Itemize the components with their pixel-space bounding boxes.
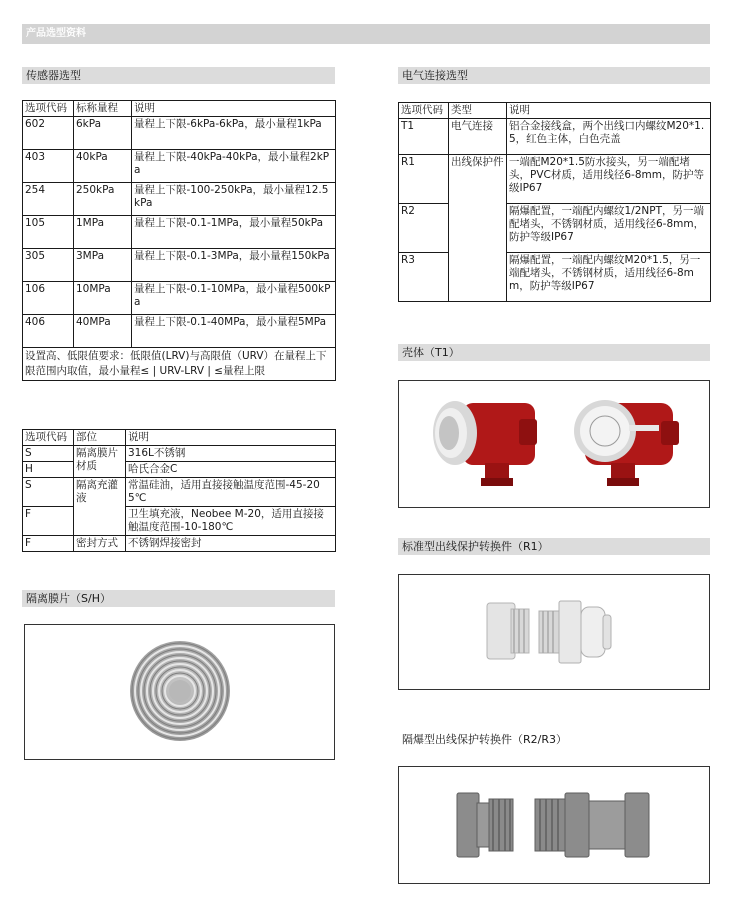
type-cell-connection: 电气连接 [449,119,507,155]
cable-gland-fitting [539,601,611,663]
option-code-cell: F [23,536,74,552]
option-code-cell: R2 [399,204,449,253]
r1-fittings-image [399,575,709,689]
range-setting-note: 设置高、低限值要求：低限值(LRV)与高限值（URV）在量程上下限范围内取值，最小量程≤ | URV-LRV | ≤量程上限 [23,348,336,381]
table-header-cell: 说明 [132,101,336,117]
explosion-proof-plug [457,793,513,857]
table-row [23,117,336,150]
housing-section-bar [398,344,710,361]
plug-fitting [487,603,529,659]
housing-image [399,381,709,507]
option-code-cell: 602 [23,117,74,150]
range-cell: 10MPa [74,282,132,315]
r1-section-bar [398,538,710,555]
description-cell: 量程上下限-6kPa-6kPa，最小量程1kPa [132,117,336,150]
table-row [23,446,336,462]
table-row [23,536,336,552]
description-cell: 量程上下限-100-250kPa，最小量程12.5kPa [132,183,336,216]
option-code-cell: R3 [399,253,449,302]
explosion-proof-gland [535,793,649,857]
table-header-cell: 说明 [126,430,336,446]
option-code-cell: 105 [23,216,74,249]
sensor-section-bar [22,67,335,84]
option-code-cell: 254 [23,183,74,216]
description-cell: 卫生填充液，Neobee M-20，适用直接接触温度范围-10-180℃ [126,507,336,536]
table-row [23,150,336,183]
range-cell: 3MPa [74,249,132,282]
r1-image-box [398,574,710,690]
option-code-cell: R1 [399,155,449,204]
table-row [399,119,711,155]
part-cell-fill-fluid: 隔离充灌液 [74,478,126,536]
option-code-cell: 403 [23,150,74,183]
description-cell: 隔爆配置，一端配内螺纹M20*1.5，另一端配堵头，不锈钢材质，适用线径6-8mm，防护等级IP67 [507,253,711,302]
option-code-cell: F [23,507,74,536]
diaphragm-image [25,625,334,759]
table-row [23,249,336,282]
table-row [399,253,711,302]
option-code-cell: T1 [399,119,449,155]
description-cell: 量程上下限-0.1-40MPa，最小量程5MPa [132,315,336,348]
option-code-cell: H [23,462,74,478]
sensor-section-title: 传感器选型 [26,69,81,82]
description-cell: 量程上下限-0.1-3MPa，最小量程150kPa [132,249,336,282]
diaphragm-image-box [24,624,335,760]
table-header-cell: 选项代码 [23,101,74,117]
housing-side-view [433,401,537,486]
table-header-cell: 类型 [449,103,507,119]
range-cell: 40kPa [74,150,132,183]
description-cell: 哈氏合金C [126,462,336,478]
housing-front-view [574,400,679,486]
table-header-row [23,430,336,446]
page-header-title: 产品选型资料 [26,28,86,39]
table-header-cell: 标称量程 [74,101,132,117]
page-header-bar [22,24,710,44]
r2r3-section-bar [398,731,710,748]
table-note-row [23,348,336,381]
electrical-section-bar [398,67,710,84]
electrical-section-title: 电气连接选型 [402,69,468,82]
table-row [399,204,711,253]
part-cell-seal: 密封方式 [74,536,126,552]
r2r3-fittings-image [399,767,709,883]
description-cell: 常温硅油，适用直接接触温度范围-45-205℃ [126,478,336,507]
table-row [23,507,336,536]
option-code-cell: 305 [23,249,74,282]
r2r3-section-title: 隔爆型出线保护转换件（R2/R3） [402,733,567,746]
description-cell: 铝合金接线盒，两个出线口内螺纹M20*1.5，红色主体，白色壳盖 [507,119,711,155]
table-header-cell: 说明 [507,103,711,119]
table-row [23,462,336,478]
table-row [23,315,336,348]
type-cell-protection: 出线保护件 [449,155,507,302]
option-code-cell: 106 [23,282,74,315]
table-header-cell: 选项代码 [23,430,74,446]
description-cell: 316L不锈钢 [126,446,336,462]
r2r3-image-box [398,766,710,884]
table-row [23,216,336,249]
housing-section-title: 壳体（T1） [402,346,460,359]
description-cell: 不锈钢焊接密封 [126,536,336,552]
table-header-row [399,103,711,119]
table-header-row [23,101,336,117]
diaphragm-section-bar [22,590,335,607]
electrical-table [398,102,711,302]
range-cell: 6kPa [74,117,132,150]
table-header-cell: 部位 [74,430,126,446]
table-row [23,183,336,216]
housing-image-box [398,380,710,508]
material-table [22,429,336,552]
sensor-table [22,100,336,381]
description-cell: 量程上下限-40kPa-40kPa，最小量程2kPa [132,150,336,183]
range-cell: 40MPa [74,315,132,348]
table-row [23,478,336,507]
option-code-cell: 406 [23,315,74,348]
description-cell: 量程上下限-0.1-1MPa，最小量程50kPa [132,216,336,249]
range-cell: 250kPa [74,183,132,216]
option-code-cell: S [23,478,74,507]
table-header-cell: 选项代码 [399,103,449,119]
part-cell-diaphragm: 隔离膜片材质 [74,446,126,478]
table-row [399,155,711,204]
description-cell: 一端配M20*1.5防水接头，另一端配堵头，PVC材质，适用线径6-8mm，防护等级IP67 [507,155,711,204]
diaphragm-section-title: 隔离膜片（S/H） [26,592,111,605]
description-cell: 隔爆配置，一端配内螺纹1/2NPT，另一端配堵头，不锈钢材质，适用线径6-8mm，防护等级IP67 [507,204,711,253]
table-row [23,282,336,315]
r1-section-title: 标准型出线保护转换件（R1） [402,540,549,553]
description-cell: 量程上下限-0.1-10MPa，最小量程500kPa [132,282,336,315]
option-code-cell: S [23,446,74,462]
range-cell: 1MPa [74,216,132,249]
